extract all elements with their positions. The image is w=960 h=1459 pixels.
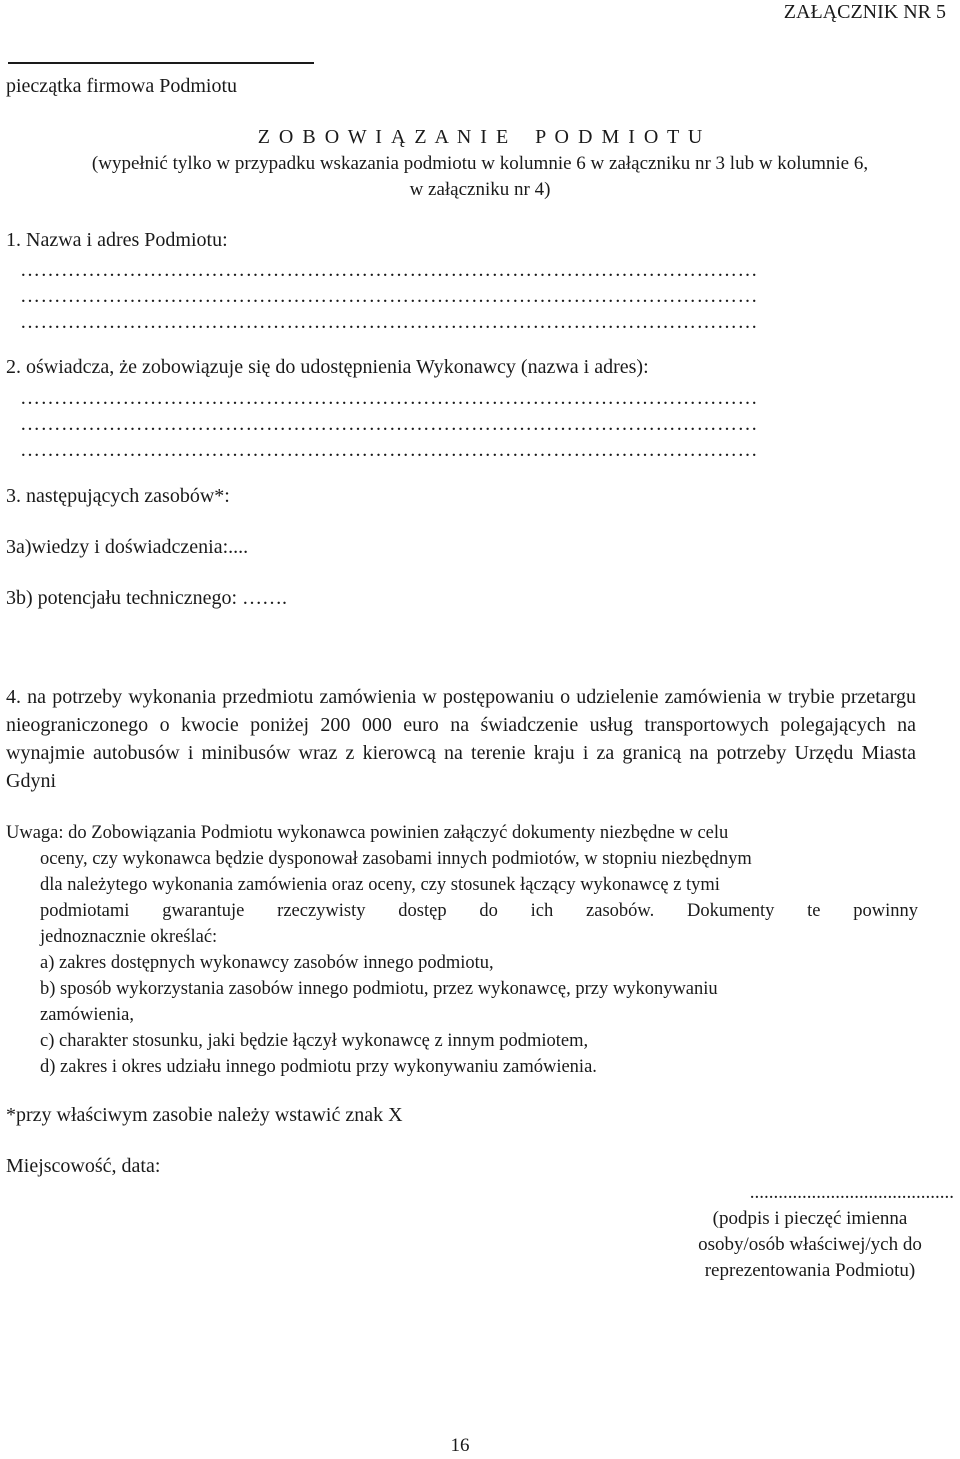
signature-line1: (podpis i pieczęć imienna <box>712 1208 908 1229</box>
uwaga-item-c: c) charakter stosunku, jaki będzie łączył wykonawcę z innym podmiotem, <box>40 1031 589 1051</box>
uwaga-block <box>6 820 918 1080</box>
uwaga-line3: dla należytego wykonania zamówienia oraz oceny, czy stosunek łączący wykonawcę z tymi <box>40 875 720 895</box>
section3-item-b: 3b) potencjału technicznego: ……. <box>6 587 288 609</box>
footnote: *przy właściwym zasobie należy wstawić znak X <box>6 1104 403 1126</box>
section3-item-a: 3a)wiedzy i doświadczenia:.... <box>6 536 249 558</box>
title-note-line2: w załączniku nr 4) <box>409 179 551 200</box>
section1-label: 1. Nazwa i adres Podmiotu: <box>6 229 228 251</box>
signature-dots: ........................................... <box>749 1182 954 1203</box>
uwaga-line2: oceny, czy wykonawca będzie dysponował zasobami innych podmiotów, w stopniu niezbędnym <box>40 849 752 869</box>
stamp-label: pieczątka firmowa Podmiotu <box>6 75 238 97</box>
place-date-label: Miejscowość, data: <box>6 1155 161 1177</box>
document-title: Z O B O W I Ą Z A N I E P O D M I O T U <box>257 126 703 148</box>
section1-dots-line2: ……………………………………………………………………………………………… <box>20 285 758 307</box>
section3-label: 3. następujących zasobów*: <box>6 485 230 507</box>
attachment-label: ZAŁĄCZNIK NR 5 <box>783 1 946 23</box>
uwaga-item-b-line1: b) sposób wykorzystania zasobów innego podmiotu, przez wykonawcę, przy wykonywaniu <box>40 979 718 999</box>
uwaga-item-a: a) zakres dostępnych wykonawcy zasobów innego podmiotu, <box>40 953 494 973</box>
uwaga-line1: Uwaga: do Zobowiązania Podmiotu wykonawca powinien załączyć dokumenty niezbędne w celu <box>6 823 729 843</box>
uwaga-item-d: d) zakres i okres udziału innego podmiotu przy wykonywaniu zamówienia. <box>40 1057 597 1077</box>
uwaga-line5: jednoznacznie określać: <box>40 927 218 947</box>
section1-dots-line3: ……………………………………………………………………………………………… <box>20 311 758 333</box>
section2-dots-line2: ……………………………………………………………………………………………… <box>20 413 758 435</box>
section2-label: 2. oświadcza, że zobowiązuje się do udostępnienia Wykonawcy (nazwa i adres): <box>6 356 649 378</box>
stamp-line <box>8 62 314 64</box>
uwaga-item-b-line2: zamówienia, <box>40 1005 134 1025</box>
section1-dots-line1: ……………………………………………………………………………………………… <box>20 259 758 281</box>
signature-line2: osoby/osób właściwej/ych do <box>698 1234 922 1255</box>
signature-line3: reprezentowania Podmiotu) <box>704 1260 916 1281</box>
section2-dots-line3: ……………………………………………………………………………………………… <box>20 439 758 461</box>
uwaga-line4: podmiotami gwarantuje rzeczywisty dostęp do ich zasobów. Dokumenty te powinny <box>40 901 918 921</box>
page-number: 16 <box>450 1435 470 1456</box>
section4-text: 4. na potrzeby wykonania przedmiotu zamówienia w postępowaniu o udzielenie zamówienia w trybie przetargu nieograniczonego o kwocie poniżej 200 000 euro na świadczenie usług transportowych polegających na wynajmie autobusów i minibusów wraz z kierowcą na terenie kraju i za granicą na potrzeby Urzędu Miasta Gdyni <box>6 686 916 792</box>
title-note-line1: (wypełnić tylko w przypadku wskazania podmiotu w kolumnie 6 w załączniku nr 3 lub w kolumnie 6, <box>91 153 869 174</box>
section2-dots-line1: ……………………………………………………………………………………………… <box>20 387 758 409</box>
